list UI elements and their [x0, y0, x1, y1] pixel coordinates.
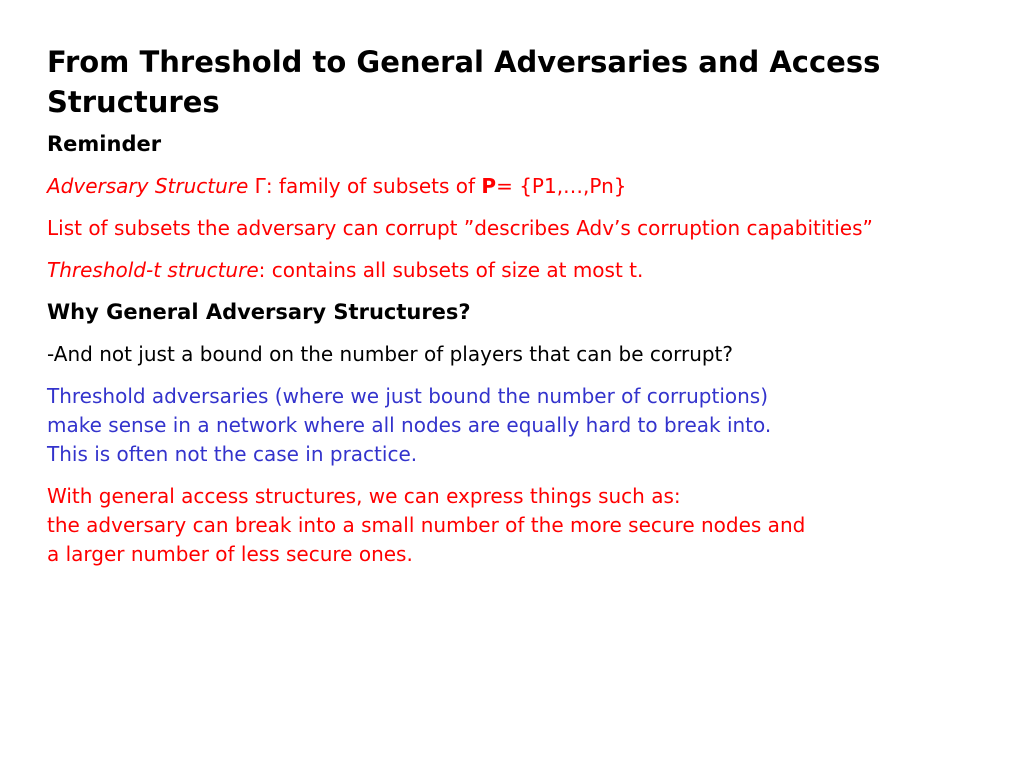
adversary-structure-definition	[47, 172, 977, 201]
threshold-paragraph-line-3: This is often not the case in practice.	[47, 442, 418, 466]
reminder-heading: Reminder	[47, 132, 162, 156]
player-set-text: = {P1,…,Pn}	[496, 174, 627, 198]
threshold-paragraph	[47, 382, 977, 469]
adversary-structure-term: Adversary Structure	[47, 174, 249, 198]
player-set-symbol: P	[481, 174, 497, 198]
subsets-list-description: List of subsets the adversary can corrupt ”describes Adv’s corruption capabitities”	[47, 216, 873, 240]
why-general-heading: Why General Adversary Structures?	[47, 300, 471, 324]
adversary-structure-text: Γ: family of subsets of	[248, 174, 482, 198]
general-access-line-1: With general access structures, we can express things such as:	[47, 484, 681, 508]
slide-title: From Threshold to General Adversaries and Access Structures	[47, 45, 881, 119]
slide-content	[47, 42, 977, 582]
general-access-paragraph	[47, 482, 977, 569]
bound-question: -And not just a bound on the number of players that can be corrupt?	[47, 342, 734, 366]
threshold-structure-term: Threshold-t structure	[47, 258, 259, 282]
threshold-structure-definition	[47, 256, 977, 285]
threshold-paragraph-line-2: make sense in a network where all nodes are equally hard to break into.	[47, 413, 772, 437]
general-access-line-2: the adversary can break into a small number of the more secure nodes and	[47, 513, 806, 537]
threshold-paragraph-line-1: Threshold adversaries (where we just bound the number of corruptions)	[47, 384, 769, 408]
general-access-line-3: a larger number of less secure ones.	[47, 542, 413, 566]
threshold-structure-text: : contains all subsets of size at most t.	[258, 258, 644, 282]
